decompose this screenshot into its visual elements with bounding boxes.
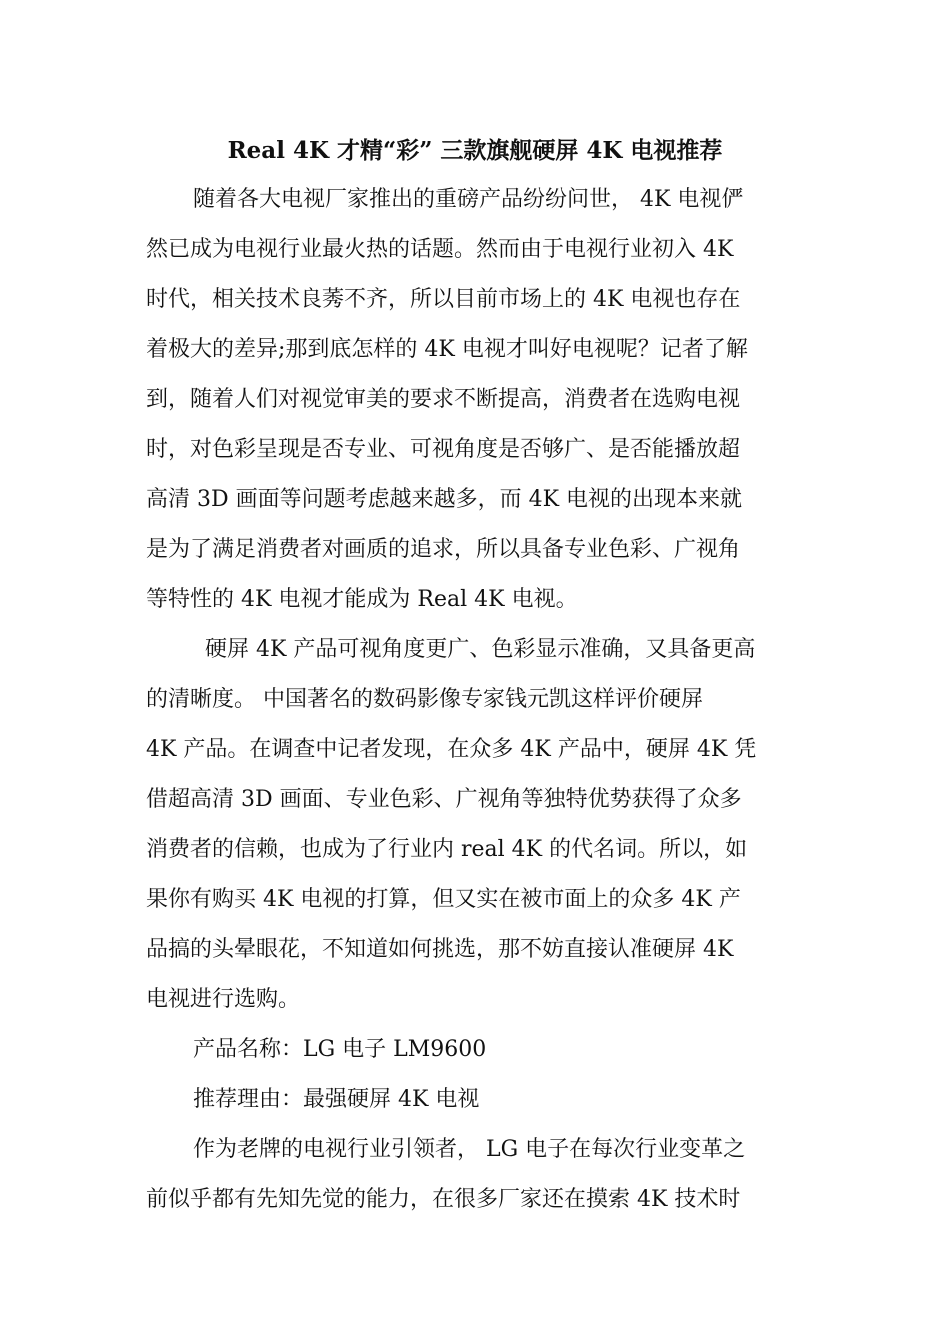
paragraph-line: 果你有购买 4K 电视的打算，但又实在被市面上的众多 4K 产 <box>146 887 741 912</box>
paragraph-line: 然已成为电视行业最火热的话题。然而由于电视行业初入 4K <box>146 237 734 262</box>
paragraph-line: 消费者的信赖，也成为了行业内 real 4K 的代名词。所以，如 <box>146 837 748 862</box>
paragraph-line: 高清 3D 画面等问题考虑越来越多，而 4K 电视的出现本来就 <box>146 487 743 512</box>
paragraph-line: 着极大的差异;那到底怎样的 4K 电视才叫好电视呢？记者了解 <box>146 337 748 362</box>
paragraph-line: 品搞的头晕眼花，不知道如何挑选，那不妨直接认准硬屏 4K <box>146 937 734 962</box>
document-title: Real 4K 才精“彩” 三款旗舰硬屏 4K 电视推荐 <box>227 137 723 164</box>
paragraph-line: 到，随着人们对视觉审美的要求不断提高，消费者在选购电视 <box>146 387 741 412</box>
paragraph-line: 随着各大电视厂家推出的重磅产品纷纷问世， 4K 电视俨 <box>193 187 744 212</box>
paragraph-line: 电视进行选购。 <box>146 987 301 1012</box>
paragraph-line: 前似乎都有先知先觉的能力，在很多厂家还在摸索 4K 技术时 <box>146 1187 741 1212</box>
paragraph-line: 的清晰度。 中国著名的数码影像专家钱元凯这样评价硬屏 <box>146 687 703 712</box>
paragraph-line: 借超高清 3D 画面、专业色彩、广视角等独特优势获得了众多 <box>146 787 742 812</box>
paragraph-line: 4K 产品。在调查中记者发现，在众多 4K 产品中，硬屏 4K 凭 <box>146 737 757 762</box>
paragraph-line: 作为老牌的电视行业引领者， LG 电子在每次行业变革之 <box>193 1137 746 1162</box>
paragraph-line: 时，对色彩呈现是否专业、可视角度是否够广、是否能播放超 <box>146 437 741 462</box>
recommend-reason-line: 推荐理由：最强硬屏 4K 电视 <box>193 1087 480 1112</box>
paragraph-line: 硬屏 4K 产品可视角度更广、色彩显示准确，又具备更高 <box>205 637 756 662</box>
paragraph-line: 是为了满足消费者对画质的追求，所以具备专业色彩、广视角 <box>146 537 741 562</box>
paragraph-line: 等特性的 4K 电视才能成为 Real 4K 电视。 <box>146 587 578 612</box>
product-name-line: 产品名称：LG 电子 LM9600 <box>193 1037 487 1062</box>
paragraph-line: 时代，相关技术良莠不齐，所以目前市场上的 4K 电视也存在 <box>146 287 741 312</box>
